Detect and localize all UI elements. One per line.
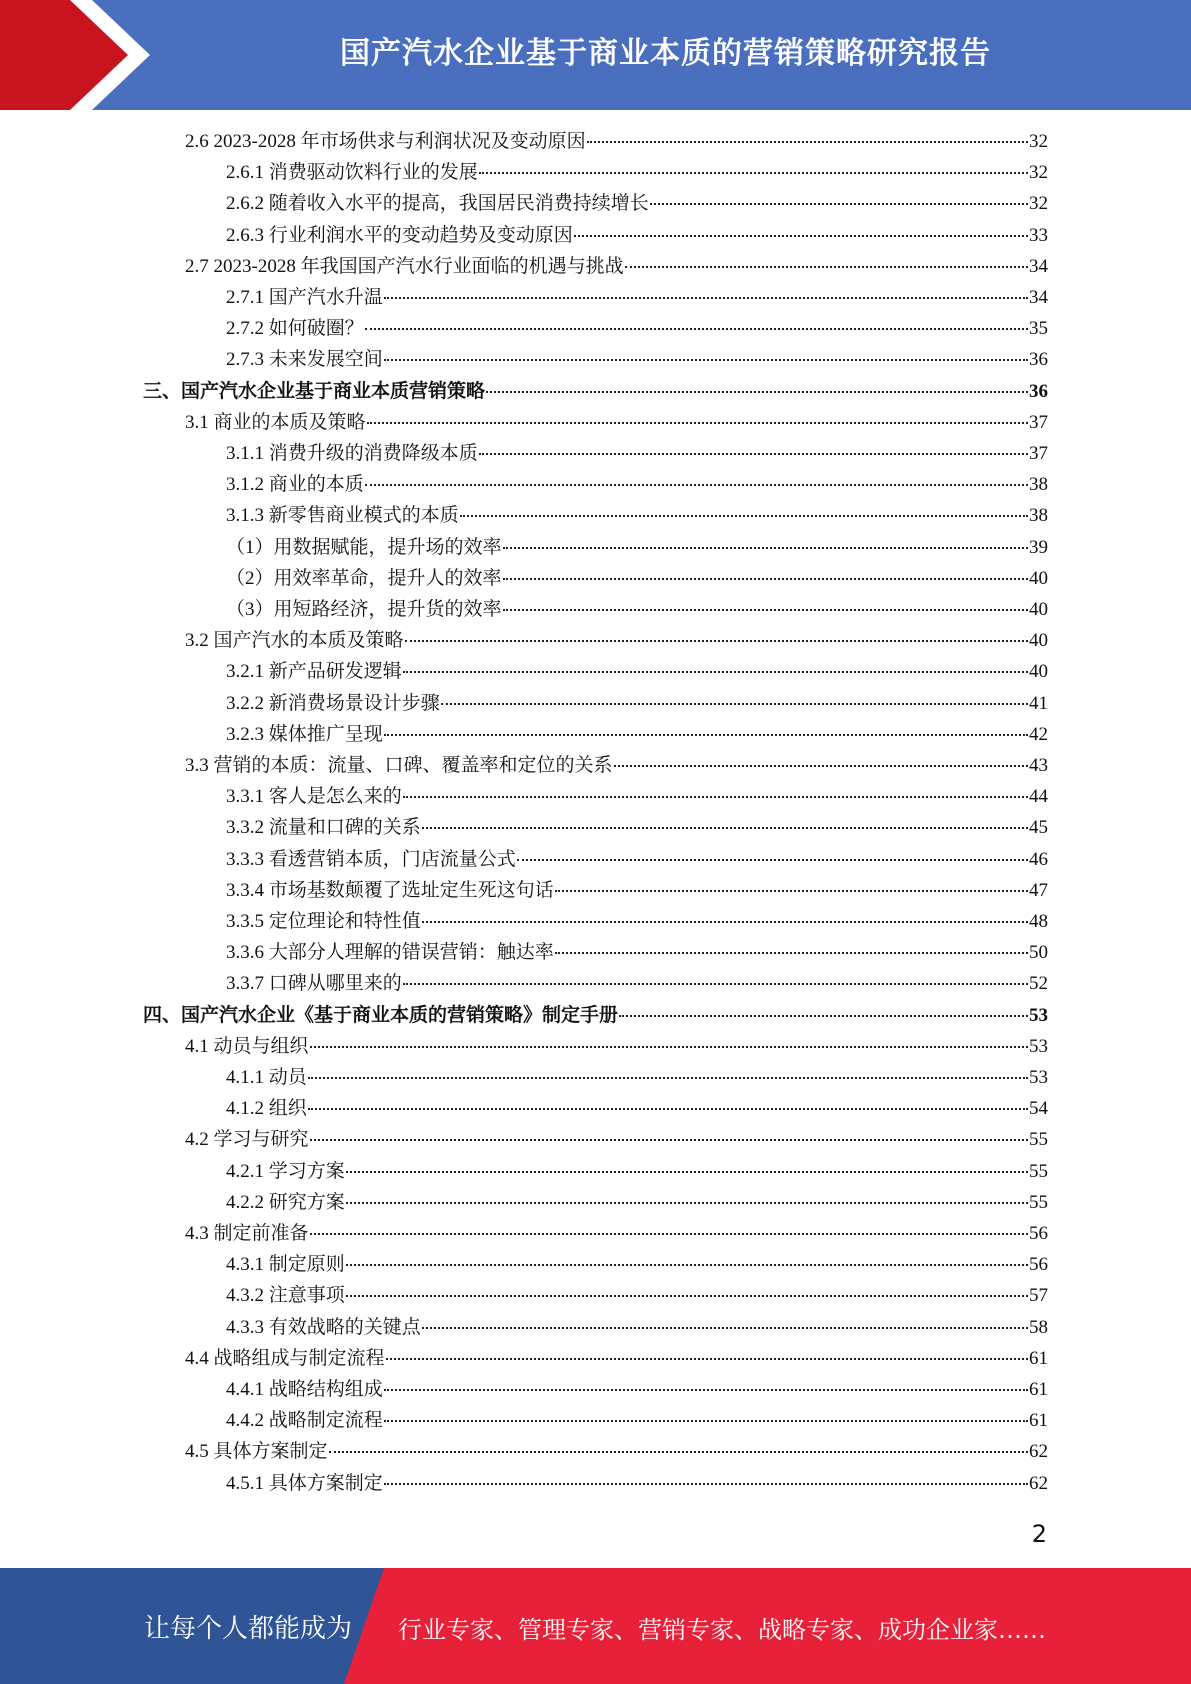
toc-leader-dots (460, 515, 1028, 517)
toc-leader-dots (555, 952, 1028, 954)
toc-entry[interactable] (226, 344, 1048, 375)
page-header (0, 0, 1191, 110)
toc-entry-page: 56 (1029, 1223, 1048, 1244)
toc-entry-page: 53 (1029, 1035, 1048, 1057)
toc-entry[interactable] (185, 126, 1048, 157)
toc-entry[interactable] (226, 563, 1048, 594)
toc-entry-page: 37 (1029, 411, 1048, 433)
toc-leader-dots (650, 203, 1028, 205)
toc-entry-title: 2.7 2023-2028 年我国国产汽水行业面临的机遇与挑战 (185, 255, 624, 277)
toc-entry-title: 3.3 营销的本质：流量、口碑、覆盖率和定位的关系 (185, 755, 613, 776)
toc-entry-title: 3.2 国产汽水的本质及策略 (185, 630, 404, 652)
toc-entry-page: 34 (1029, 255, 1048, 277)
toc-leader-dots (625, 266, 1028, 268)
footer-slogan-left: 让每个人都能成为 (144, 1614, 353, 1644)
toc-leader-dots (386, 1358, 1028, 1360)
toc-entry-page: 40 (1029, 567, 1048, 589)
toc-leader-dots (574, 235, 1028, 237)
toc-entry-page: 32 (1029, 131, 1048, 152)
toc-leader-dots (503, 609, 1028, 611)
toc-leader-dots (310, 1233, 1028, 1235)
toc-entry[interactable] (226, 1156, 1048, 1187)
toc-entry[interactable] (226, 1280, 1048, 1311)
toc-entry[interactable] (185, 251, 1048, 282)
toc-entry-page: 54 (1029, 1098, 1048, 1120)
toc-entry-title: 3.1.1 消费升级的消费降级本质 (226, 443, 478, 464)
toc-entry[interactable] (226, 157, 1048, 188)
toc-leader-dots (479, 172, 1028, 174)
toc-entry[interactable] (226, 875, 1048, 906)
toc-leader-dots (365, 484, 1028, 486)
toc-entry[interactable] (226, 968, 1048, 999)
toc-entry-page: 35 (1029, 318, 1048, 340)
toc-entry[interactable] (143, 376, 1048, 407)
toc-entry-page: 45 (1029, 817, 1048, 839)
toc-entry-page: 58 (1029, 1316, 1048, 1338)
toc-entry-title: 4.3.3 有效战略的关键点 (226, 1316, 421, 1338)
toc-entry-page: 57 (1029, 1285, 1048, 1307)
toc-entry-title: （1）用数据赋能，提升场的效率 (226, 536, 502, 558)
toc-entry-page: 39 (1029, 536, 1048, 558)
toc-entry[interactable] (226, 1187, 1048, 1218)
toc-entry-page: 40 (1029, 599, 1048, 620)
toc-entry-page: 61 (1029, 1379, 1048, 1400)
toc-entry[interactable] (226, 844, 1048, 875)
toc-entry[interactable] (185, 625, 1048, 656)
toc-entry-page: 36 (1029, 380, 1048, 402)
toc-entry-page: 62 (1029, 1441, 1048, 1463)
toc-entry[interactable] (226, 469, 1048, 500)
toc-entry-page: 37 (1029, 443, 1048, 464)
toc-entry-page: 52 (1029, 973, 1048, 995)
toc-leader-dots (422, 921, 1028, 923)
toc-entry-title: 4.1.2 组织 (226, 1098, 307, 1120)
toc-leader-dots (403, 983, 1028, 985)
toc-entry-title: 2.6.1 消费驱动饮料行业的发展 (226, 162, 478, 184)
toc-entry[interactable] (185, 1218, 1048, 1249)
toc-leader-dots (441, 703, 1028, 705)
toc-leader-dots (308, 1077, 1028, 1079)
toc-entry-title: 4.4.1 战略结构组成 (226, 1379, 383, 1400)
toc-entry-page: 55 (1029, 1129, 1048, 1151)
toc-entry-title: 3.1.2 商业的本质 (226, 474, 364, 496)
toc-entry[interactable] (185, 1124, 1048, 1155)
toc-entry[interactable] (226, 438, 1048, 469)
toc-entry-title: 4.2 学习与研究 (185, 1129, 309, 1151)
toc-leader-dots (329, 1451, 1028, 1453)
toc-entry[interactable] (226, 1405, 1048, 1436)
toc-leader-dots (517, 859, 1028, 861)
toc-entry-title: 2.6 2023-2028 年市场供求与利润状况及变动原因 (185, 131, 586, 152)
toc-entry[interactable] (185, 750, 1048, 781)
toc-entry-title: 3.3.3 看透营销本质，门店流量公式 (226, 848, 516, 870)
toc-entry-title: 3.3.2 流量和口碑的关系 (226, 817, 421, 839)
toc-entry-page: 32 (1029, 193, 1048, 215)
toc-entry[interactable] (185, 407, 1048, 438)
toc-leader-dots (384, 297, 1028, 299)
toc-entry[interactable] (226, 220, 1048, 251)
toc-entry-title: 三、国产汽水企业基于商业本质营销策略 (143, 380, 486, 402)
toc-entry-title: 3.1 商业的本质及策略 (185, 411, 366, 433)
toc-leader-dots (405, 640, 1028, 642)
toc-entry[interactable] (226, 781, 1048, 812)
toc-entry-page: 61 (1029, 1347, 1048, 1369)
page-number: 2 (1031, 1520, 1047, 1548)
toc-leader-dots (614, 765, 1028, 767)
toc-entry-page: 36 (1029, 349, 1048, 371)
toc-entry-page: 48 (1029, 911, 1048, 932)
toc-leader-dots (346, 1295, 1028, 1297)
toc-leader-dots (555, 890, 1028, 892)
toc-entry-title: 3.3.6 大部分人理解的错误营销：触达率 (226, 942, 554, 964)
toc-entry-title: 3.3.7 口碑从哪里来的 (226, 973, 402, 995)
toc-entry-page: 38 (1029, 505, 1048, 527)
toc-entry-page: 32 (1029, 162, 1048, 184)
toc-leader-dots (346, 1202, 1028, 1204)
toc-entry-title: 4.3.1 制定原则 (226, 1254, 345, 1276)
toc-entry[interactable] (226, 500, 1048, 531)
toc-entry-page: 53 (1029, 1067, 1048, 1088)
toc-leader-dots (422, 1327, 1028, 1329)
toc-entry-page: 33 (1029, 224, 1048, 246)
toc-entry[interactable] (226, 812, 1048, 843)
toc-leader-dots (310, 1046, 1028, 1048)
toc-entry[interactable] (185, 1436, 1048, 1467)
toc-entry[interactable] (226, 313, 1048, 344)
toc-leader-dots (403, 796, 1028, 798)
toc-entry-title: 4.4.2 战略制定流程 (226, 1410, 383, 1432)
toc-entry[interactable] (226, 1249, 1048, 1280)
toc-entry[interactable] (226, 656, 1048, 687)
toc-entry[interactable] (226, 532, 1048, 563)
toc-entry-page: 56 (1029, 1254, 1048, 1276)
toc-leader-dots (503, 547, 1028, 549)
page-footer (0, 1568, 1191, 1684)
toc-entry-title: 3.1.3 新零售商业模式的本质 (226, 505, 459, 527)
toc-leader-dots (619, 1015, 1028, 1017)
toc-leader-dots (384, 1389, 1028, 1391)
toc-leader-dots (310, 1139, 1028, 1141)
toc-entry[interactable] (226, 1374, 1048, 1405)
toc-entry-title: 4.2.2 研究方案 (226, 1191, 345, 1213)
toc-leader-dots (422, 827, 1028, 829)
toc-leader-dots (486, 391, 1028, 393)
toc-entry[interactable] (143, 1000, 1048, 1031)
toc-entry-page: 46 (1029, 848, 1048, 870)
toc-entry-title: 3.3.5 定位理论和特性值 (226, 911, 421, 932)
toc-entry[interactable] (226, 688, 1048, 719)
toc-entry-page: 47 (1029, 879, 1048, 901)
toc-entry[interactable] (226, 1093, 1048, 1124)
toc-leader-dots (479, 453, 1028, 455)
toc-entry-title: 4.2.1 学习方案 (226, 1160, 345, 1182)
toc-entry[interactable] (226, 594, 1048, 625)
toc-leader-dots (308, 1108, 1028, 1110)
toc-entry[interactable] (226, 719, 1048, 750)
toc-entry-page: 55 (1029, 1160, 1048, 1182)
toc-entry-title: 2.6.2 随着收入水平的提高，我国居民消费持续增长 (226, 193, 649, 215)
toc-entry-title: 2.7.3 未来发展空间 (226, 349, 383, 371)
toc-entry-title: 3.3.4 市场基数颠覆了选址定生死这句话 (226, 879, 554, 901)
toc-leader-dots (367, 422, 1028, 424)
toc-leader-dots (384, 359, 1028, 361)
toc-entry-title: （2）用效率革命，提升人的效率 (226, 567, 502, 589)
toc-entry[interactable] (226, 188, 1048, 219)
toc-entry-title: 4.1.1 动员 (226, 1067, 307, 1088)
toc-leader-dots (384, 1420, 1028, 1422)
toc-entry-title: 4.5 具体方案制定 (185, 1441, 328, 1463)
toc-entry-page: 43 (1029, 755, 1048, 776)
toc-entry-title: 4.1 动员与组织 (185, 1035, 309, 1057)
toc-entry-page: 44 (1029, 786, 1048, 808)
toc-entry-page: 41 (1029, 692, 1048, 714)
toc-entry-title: 4.5.1 具体方案制定 (226, 1472, 383, 1494)
toc-entry-page: 42 (1029, 723, 1048, 745)
toc-leader-dots (503, 578, 1028, 580)
toc-entry[interactable] (226, 937, 1048, 968)
toc-entry-title: （3）用短路经济，提升货的效率 (226, 599, 502, 620)
toc-entry-page: 38 (1029, 474, 1048, 496)
toc-entry-page: 62 (1029, 1472, 1048, 1494)
toc-entry-title: 2.7.2 如何破圈？ (226, 318, 364, 340)
toc-leader-dots (384, 1483, 1028, 1485)
toc-leader-dots (384, 734, 1028, 736)
toc-leader-dots (346, 1171, 1028, 1173)
toc-entry[interactable] (226, 906, 1048, 937)
toc-entry[interactable] (226, 1312, 1048, 1343)
toc-entry-page: 53 (1029, 1004, 1048, 1026)
toc-entry-title: 3.2.1 新产品研发逻辑 (226, 661, 402, 683)
toc-entry-page: 34 (1029, 287, 1048, 308)
toc-leader-dots (365, 328, 1028, 330)
toc-entry-title: 3.2.3 媒体推广呈现 (226, 723, 383, 745)
toc-entry-title: 4.3 制定前准备 (185, 1223, 309, 1244)
toc-leader-dots (587, 141, 1028, 143)
toc-leader-dots (346, 1264, 1028, 1266)
toc-entry-title: 4.4 战略组成与制定流程 (185, 1347, 385, 1369)
toc-entry[interactable] (226, 1468, 1048, 1499)
toc-entry-title: 2.6.3 行业利润水平的变动趋势及变动原因 (226, 224, 573, 246)
toc-entry[interactable] (226, 282, 1048, 313)
toc-entry-page: 61 (1029, 1410, 1048, 1432)
toc-entry[interactable] (226, 1062, 1048, 1093)
toc-entry-title: 2.7.1 国产汽水升温 (226, 287, 383, 308)
toc-entry[interactable] (185, 1343, 1048, 1374)
toc-entry-page: 55 (1029, 1191, 1048, 1213)
document-title: 国产汽水企业基于商业本质的营销策略研究报告 (340, 36, 991, 71)
toc-entry-page: 40 (1029, 661, 1048, 683)
toc-entry-page: 50 (1029, 942, 1048, 964)
footer-slogan-right: 行业专家、管理专家、营销专家、战略专家、成功企业家…… (398, 1616, 1046, 1644)
toc-entry-title: 3.3.1 客人是怎么来的 (226, 786, 402, 808)
toc-entry[interactable] (185, 1031, 1048, 1062)
toc-leader-dots (403, 671, 1028, 673)
toc-entry-page: 40 (1029, 630, 1048, 652)
toc-entry-title: 4.3.2 注意事项 (226, 1285, 345, 1307)
toc-entry-title: 四、国产汽水企业《基于商业本质的营销策略》制定手册 (143, 1004, 619, 1026)
toc-entry-title: 3.2.2 新消费场景设计步骤 (226, 692, 440, 714)
